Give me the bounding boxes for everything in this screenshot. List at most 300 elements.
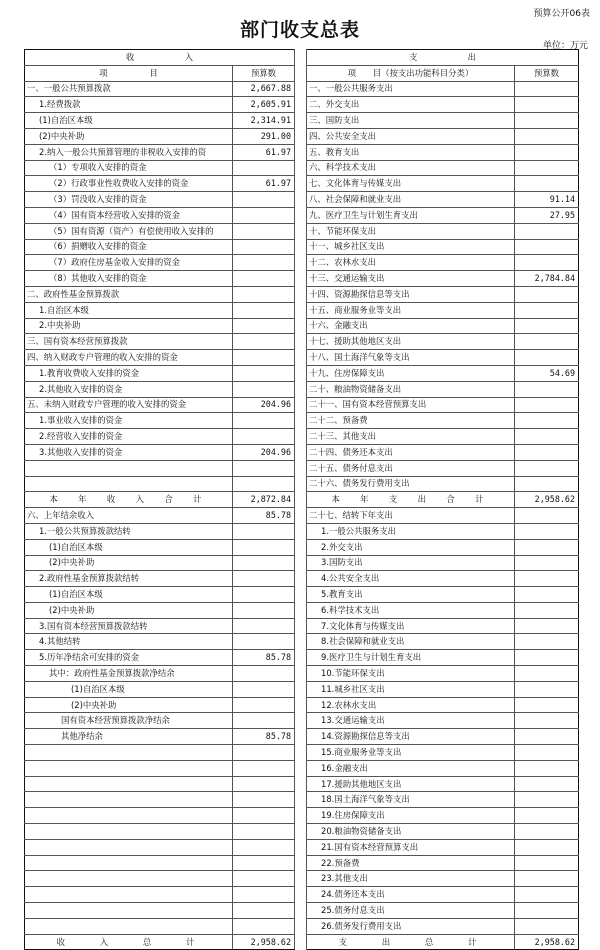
expense-amount xyxy=(515,476,579,492)
table-row xyxy=(25,81,579,97)
table-row xyxy=(25,476,579,492)
income-amount xyxy=(233,634,295,650)
table-row xyxy=(25,650,579,666)
column-separator xyxy=(295,444,307,460)
expense-item: 8.社会保障和就业支出 xyxy=(307,634,515,650)
income-item: 四、纳入财政专户管理的收入安排的资金 xyxy=(25,350,233,366)
income-amount xyxy=(233,160,295,176)
income-amount xyxy=(233,460,295,476)
expense-amount xyxy=(515,681,579,697)
table-row xyxy=(25,745,579,761)
income-amount xyxy=(233,413,295,429)
income-item: 1.经费拨款 xyxy=(25,97,233,113)
expense-item: 15.商业服务业等支出 xyxy=(307,745,515,761)
table-row xyxy=(25,144,579,160)
column-separator xyxy=(295,334,307,350)
expense-item: 二十四、债务还本支出 xyxy=(307,444,515,460)
column-separator xyxy=(295,729,307,745)
expense-amount xyxy=(515,713,579,729)
income-item: (2)中央补助 xyxy=(25,555,233,571)
column-separator xyxy=(295,50,307,66)
expense-item: 二十三、其他支出 xyxy=(307,429,515,445)
income-amount xyxy=(233,792,295,808)
expense-amount xyxy=(515,871,579,887)
expense-item: 16.金融支出 xyxy=(307,760,515,776)
table-row xyxy=(25,460,579,476)
expense-amount xyxy=(515,176,579,192)
column-separator xyxy=(295,745,307,761)
expense-amount: 2,958.62 xyxy=(515,492,579,508)
table-row xyxy=(25,350,579,366)
income-amount xyxy=(233,887,295,903)
income-item: 三、国有资本经营预算拨款 xyxy=(25,334,233,350)
expense-amount xyxy=(515,808,579,824)
table-row xyxy=(25,223,579,239)
column-separator xyxy=(295,587,307,603)
column-separator xyxy=(295,523,307,539)
expense-item: 十、节能环保支出 xyxy=(307,223,515,239)
income-amount xyxy=(233,697,295,713)
column-separator xyxy=(295,476,307,492)
table-row xyxy=(25,760,579,776)
income-amount xyxy=(233,255,295,271)
table-row xyxy=(25,318,579,334)
budget-table xyxy=(24,49,579,950)
income-amount xyxy=(233,602,295,618)
column-separator xyxy=(295,302,307,318)
column-separator xyxy=(295,697,307,713)
income-amount xyxy=(233,381,295,397)
income-amount-header: 预算数 xyxy=(233,65,295,81)
column-separator xyxy=(295,792,307,808)
column-separator xyxy=(295,887,307,903)
income-amount xyxy=(233,365,295,381)
expense-amount xyxy=(515,666,579,682)
table-row xyxy=(25,634,579,650)
expense-amount xyxy=(515,350,579,366)
income-amount xyxy=(233,571,295,587)
column-separator xyxy=(295,223,307,239)
expense-amount xyxy=(515,144,579,160)
income-amount xyxy=(233,903,295,919)
column-separator xyxy=(295,239,307,255)
table-row xyxy=(25,887,579,903)
income-amount: 85.78 xyxy=(233,508,295,524)
expense-item: 1.一般公共服务支出 xyxy=(307,523,515,539)
column-separator xyxy=(295,508,307,524)
expense-amount xyxy=(515,839,579,855)
income-amount xyxy=(233,318,295,334)
expense-item: 17.援助其他地区支出 xyxy=(307,776,515,792)
expense-amount: 91.14 xyxy=(515,192,579,208)
expense-total-value: 2,958.62 xyxy=(515,934,579,950)
income-amount xyxy=(233,207,295,223)
expense-amount xyxy=(515,508,579,524)
income-amount: 2,314.91 xyxy=(233,113,295,129)
expense-item: 14.资源勘探信息等支出 xyxy=(307,729,515,745)
income-item xyxy=(25,460,233,476)
income-amount: 291.00 xyxy=(233,128,295,144)
expense-amount xyxy=(515,587,579,603)
expense-amount xyxy=(515,697,579,713)
income-amount xyxy=(233,760,295,776)
table-row xyxy=(25,334,579,350)
expense-item: 7.文化体育与传媒支出 xyxy=(307,618,515,634)
table-row xyxy=(25,302,579,318)
table-row xyxy=(25,618,579,634)
expense-item: 23.其他支出 xyxy=(307,871,515,887)
income-amount xyxy=(233,271,295,287)
table-row xyxy=(25,792,579,808)
income-item xyxy=(25,792,233,808)
expense-item: 24.债务还本支出 xyxy=(307,887,515,903)
table-row xyxy=(25,365,579,381)
expense-amount xyxy=(515,223,579,239)
header-row-sections xyxy=(25,50,579,66)
income-item: (1)自治区本级 xyxy=(25,681,233,697)
table-row xyxy=(25,555,579,571)
income-item xyxy=(25,745,233,761)
expense-item: 一、一般公共服务支出 xyxy=(307,81,515,97)
expense-amount xyxy=(515,97,579,113)
income-amount xyxy=(233,808,295,824)
income-amount xyxy=(233,681,295,697)
expense-amount xyxy=(515,334,579,350)
column-separator xyxy=(295,176,307,192)
income-amount xyxy=(233,523,295,539)
table-row xyxy=(25,176,579,192)
expense-amount xyxy=(515,460,579,476)
expense-item: 11.城乡社区支出 xyxy=(307,681,515,697)
unit-label: 单位：万元 xyxy=(542,41,588,51)
income-amount: 204.96 xyxy=(233,397,295,413)
column-separator xyxy=(295,824,307,840)
income-amount: 61.97 xyxy=(233,144,295,160)
income-item xyxy=(25,871,233,887)
expense-item: 二十、粮油物资储备支出 xyxy=(307,381,515,397)
income-item: （8）其他收入安排的资金 xyxy=(25,271,233,287)
column-separator xyxy=(295,555,307,571)
expense-amount xyxy=(515,650,579,666)
expense-item: 十八、国土海洋气象等支出 xyxy=(307,350,515,366)
income-item: （2）行政事业性收费收入安排的资金 xyxy=(25,176,233,192)
expense-item: 5.教育支出 xyxy=(307,587,515,603)
income-item: 国有资本经营预算拨款净结余 xyxy=(25,713,233,729)
column-separator xyxy=(295,839,307,855)
expense-amount xyxy=(515,729,579,745)
table-body xyxy=(25,50,579,950)
table-row xyxy=(25,839,579,855)
income-item: 一、一般公共预算拨款 xyxy=(25,81,233,97)
expense-amount xyxy=(515,792,579,808)
expense-item: 十七、援助其他地区支出 xyxy=(307,334,515,350)
expense-item: 二十六、债务发行费用支出 xyxy=(307,476,515,492)
expense-amount xyxy=(515,903,579,919)
expense-amount: 27.95 xyxy=(515,207,579,223)
expense-item: 七、文化体育与传媒支出 xyxy=(307,176,515,192)
income-amount xyxy=(233,871,295,887)
column-separator xyxy=(295,160,307,176)
income-item xyxy=(25,808,233,824)
income-amount: 61.97 xyxy=(233,176,295,192)
income-item: (2)中央补助 xyxy=(25,128,233,144)
expense-item: 八、社会保障和就业支出 xyxy=(307,192,515,208)
column-separator xyxy=(295,681,307,697)
expense-amount xyxy=(515,113,579,129)
table-row xyxy=(25,113,579,129)
column-separator xyxy=(295,666,307,682)
income-amount xyxy=(233,302,295,318)
expense-amount xyxy=(515,255,579,271)
header-row-columns xyxy=(25,65,579,81)
income-item xyxy=(25,760,233,776)
expense-item: 26.债务发行费用支出 xyxy=(307,918,515,934)
table-row xyxy=(25,824,579,840)
table-row xyxy=(25,713,579,729)
income-amount xyxy=(233,350,295,366)
column-separator xyxy=(295,81,307,97)
table-row xyxy=(25,397,579,413)
expense-item: 20.粮油物资储备支出 xyxy=(307,824,515,840)
expense-item: 十三、交通运输支出 xyxy=(307,271,515,287)
expense-item: 十四、资源勘探信息等支出 xyxy=(307,286,515,302)
column-separator xyxy=(295,65,307,81)
income-item: 1.事业收入安排的资金 xyxy=(25,413,233,429)
expense-item: 25.债务付息支出 xyxy=(307,903,515,919)
column-separator xyxy=(295,760,307,776)
income-amount xyxy=(233,776,295,792)
income-item: （5）国有资源（资产）有偿使用收入安排的 xyxy=(25,223,233,239)
expense-total-label: 支 出 总 计 xyxy=(307,934,515,950)
income-item: 2.政府性基金预算拨款结转 xyxy=(25,571,233,587)
table-row xyxy=(25,413,579,429)
income-item xyxy=(25,824,233,840)
expense-amount xyxy=(515,634,579,650)
expense-item: 2.外交支出 xyxy=(307,539,515,555)
column-separator xyxy=(295,713,307,729)
income-amount xyxy=(233,192,295,208)
column-separator xyxy=(295,128,307,144)
table-row xyxy=(25,207,579,223)
expense-amount xyxy=(515,429,579,445)
expense-section-header: 支 出 xyxy=(307,50,579,66)
table-row xyxy=(25,697,579,713)
table-row xyxy=(25,903,579,919)
income-item: 六、上年结余收入 xyxy=(25,508,233,524)
column-separator xyxy=(295,539,307,555)
income-item: （4）国有资本经营收入安排的资金 xyxy=(25,207,233,223)
column-separator xyxy=(295,350,307,366)
expense-amount xyxy=(515,413,579,429)
income-item: (2)中央补助 xyxy=(25,697,233,713)
expense-amount xyxy=(515,776,579,792)
expense-amount xyxy=(515,745,579,761)
expense-amount-header: 预算数 xyxy=(515,65,579,81)
income-item xyxy=(25,855,233,871)
column-separator xyxy=(295,381,307,397)
expense-amount xyxy=(515,302,579,318)
income-item xyxy=(25,476,233,492)
table-row xyxy=(25,776,579,792)
column-separator xyxy=(295,618,307,634)
expense-amount xyxy=(515,887,579,903)
expense-amount xyxy=(515,555,579,571)
income-amount xyxy=(233,855,295,871)
table-row xyxy=(25,681,579,697)
expense-item: 十五、商业服务业等支出 xyxy=(307,302,515,318)
income-item xyxy=(25,776,233,792)
income-amount xyxy=(233,239,295,255)
table-row xyxy=(25,729,579,745)
expense-item: 10.节能环保支出 xyxy=(307,666,515,682)
table-row xyxy=(25,239,579,255)
income-item: (1)自治区本级 xyxy=(25,539,233,555)
table-row xyxy=(25,587,579,603)
income-item: 4.其他结转 xyxy=(25,634,233,650)
table-row xyxy=(25,444,579,460)
income-amount: 204.96 xyxy=(233,444,295,460)
income-item: 1.教育收费收入安排的资金 xyxy=(25,365,233,381)
expense-item: 十一、城乡社区支出 xyxy=(307,239,515,255)
income-item: （7）政府住房基金收入安排的资金 xyxy=(25,255,233,271)
column-separator xyxy=(295,871,307,887)
income-amount xyxy=(233,618,295,634)
table-row xyxy=(25,192,579,208)
income-item: 其他净结余 xyxy=(25,729,233,745)
column-separator xyxy=(295,271,307,287)
column-separator xyxy=(295,113,307,129)
expense-item: 13.交通运输支出 xyxy=(307,713,515,729)
income-item: 二、政府性基金预算拨款 xyxy=(25,286,233,302)
expense-amount xyxy=(515,397,579,413)
expense-amount xyxy=(515,855,579,871)
expense-item: 十六、金融支出 xyxy=(307,318,515,334)
table-row xyxy=(25,571,579,587)
income-item: 1.一般公共预算拨款结转 xyxy=(25,523,233,539)
expense-item: 四、公共安全支出 xyxy=(307,128,515,144)
column-separator xyxy=(295,429,307,445)
expense-amount xyxy=(515,81,579,97)
expense-item: 9.医疗卫生与计划生育支出 xyxy=(307,650,515,666)
income-item: 1.自治区本级 xyxy=(25,302,233,318)
expense-item: 12.农林水支出 xyxy=(307,697,515,713)
income-amount xyxy=(233,334,295,350)
expense-item: 19.住房保障支出 xyxy=(307,808,515,824)
expense-item-header: 项 目（按支出功能科目分类） xyxy=(307,65,515,81)
expense-amount: 54.69 xyxy=(515,365,579,381)
table-row xyxy=(25,666,579,682)
column-separator xyxy=(295,634,307,650)
column-separator xyxy=(295,808,307,824)
table-row xyxy=(25,160,579,176)
column-separator xyxy=(295,602,307,618)
income-amount: 2,605.91 xyxy=(233,97,295,113)
expense-item: 22.预备费 xyxy=(307,855,515,871)
income-amount xyxy=(233,223,295,239)
column-separator xyxy=(295,365,307,381)
table-row xyxy=(25,286,579,302)
expense-amount xyxy=(515,602,579,618)
income-amount xyxy=(233,824,295,840)
table-row xyxy=(25,97,579,113)
expense-item: 本 年 支 出 合 计 xyxy=(307,492,515,508)
income-item: (2)中央补助 xyxy=(25,602,233,618)
table-row xyxy=(25,808,579,824)
income-item: （1）专项收入安排的资金 xyxy=(25,160,233,176)
income-item: 2.经营收入安排的资金 xyxy=(25,429,233,445)
table-row xyxy=(25,128,579,144)
income-item: 2.其他收入安排的资金 xyxy=(25,381,233,397)
column-separator xyxy=(295,650,307,666)
expense-item: 二、外交支出 xyxy=(307,97,515,113)
income-item: 3.其他收入安排的资金 xyxy=(25,444,233,460)
table-row xyxy=(25,255,579,271)
expense-amount xyxy=(515,618,579,634)
income-amount xyxy=(233,539,295,555)
income-amount xyxy=(233,839,295,855)
expense-amount xyxy=(515,160,579,176)
income-section-header: 收 入 xyxy=(25,50,295,66)
income-total-value: 2,958.62 xyxy=(233,934,295,950)
column-separator xyxy=(295,192,307,208)
expense-amount xyxy=(515,128,579,144)
expense-item: 九、医疗卫生与计划生育支出 xyxy=(307,207,515,223)
income-amount xyxy=(233,587,295,603)
income-amount: 2,872.84 xyxy=(233,492,295,508)
income-item: 2.中央补助 xyxy=(25,318,233,334)
income-amount xyxy=(233,429,295,445)
income-total-label: 收 入 总 计 xyxy=(25,934,233,950)
expense-item: 6.科学技术支出 xyxy=(307,602,515,618)
column-separator xyxy=(295,144,307,160)
income-item: (1)自治区本级 xyxy=(25,587,233,603)
expense-item: 21.国有资本经营预算支出 xyxy=(307,839,515,855)
income-item: 3.国有资本经营预算拨款结转 xyxy=(25,618,233,634)
income-item: 五、未纳入财政专户管理的收入安排的资金 xyxy=(25,397,233,413)
column-separator xyxy=(295,776,307,792)
column-separator xyxy=(295,492,307,508)
column-separator xyxy=(295,571,307,587)
income-amount: 85.78 xyxy=(233,729,295,745)
column-separator xyxy=(295,413,307,429)
table-row xyxy=(25,271,579,287)
expense-item: 二十二、预备费 xyxy=(307,413,515,429)
expense-amount xyxy=(515,318,579,334)
table-row xyxy=(25,602,579,618)
column-separator xyxy=(295,318,307,334)
income-item: （6）捐赠收入安排的资金 xyxy=(25,239,233,255)
income-amount xyxy=(233,713,295,729)
expense-item: 4.公共安全支出 xyxy=(307,571,515,587)
column-separator xyxy=(295,934,307,950)
income-item: 2.纳入一般公共预算管理的非税收入安排的资 xyxy=(25,144,233,160)
expense-item: 三、国防支出 xyxy=(307,113,515,129)
column-separator xyxy=(295,97,307,113)
table-row xyxy=(25,381,579,397)
expense-amount xyxy=(515,571,579,587)
expense-item: 二十五、债务付息支出 xyxy=(307,460,515,476)
expense-item: 二十七、结转下年支出 xyxy=(307,508,515,524)
column-separator xyxy=(295,460,307,476)
income-item: 5.历年净结余可安排的资金 xyxy=(25,650,233,666)
income-amount xyxy=(233,555,295,571)
expense-amount xyxy=(515,760,579,776)
expense-item: 十九、住房保障支出 xyxy=(307,365,515,381)
subtotal-row xyxy=(25,492,579,508)
expense-item: 六、科学技术支出 xyxy=(307,160,515,176)
table-row xyxy=(25,429,579,445)
income-amount xyxy=(233,476,295,492)
